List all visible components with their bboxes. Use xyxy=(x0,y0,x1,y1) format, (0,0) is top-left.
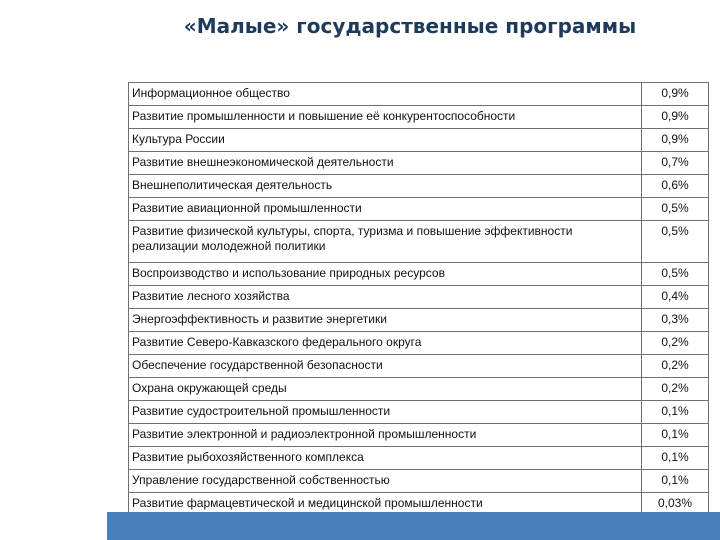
table-row xyxy=(129,198,709,221)
footer-bar xyxy=(107,512,720,540)
table-row xyxy=(129,106,709,129)
program-name: Развитие судостроительной промышленности xyxy=(129,401,642,424)
program-share: 0,1% xyxy=(642,401,709,424)
table-row xyxy=(129,378,709,401)
program-name: Развитие внешнеэкономической деятельности xyxy=(129,152,642,175)
table-row xyxy=(129,175,709,198)
program-name: Управление государственной собственностью xyxy=(129,470,642,493)
table-row xyxy=(129,424,709,447)
program-share: 0,1% xyxy=(642,470,709,493)
program-share: 0,5% xyxy=(642,263,709,286)
program-share: 0,9% xyxy=(642,106,709,129)
program-name: Развитие фармацевтической и медицинской промышленности xyxy=(129,493,642,516)
programs-table-container xyxy=(128,82,704,516)
table-row xyxy=(129,129,709,152)
program-share: 0,9% xyxy=(642,83,709,106)
program-share: 0,1% xyxy=(642,447,709,470)
programs-table xyxy=(128,82,709,516)
program-name: Внешнеполитическая деятельность xyxy=(129,175,642,198)
table-row xyxy=(129,447,709,470)
program-share: 0,2% xyxy=(642,378,709,401)
program-name: Воспроизводство и использование природных ресурсов xyxy=(129,263,642,286)
program-name: Развитие промышленности и повышение её конкурентоспособности xyxy=(129,106,642,129)
program-name: Развитие электронной и радиоэлектронной промышленности xyxy=(129,424,642,447)
table-row xyxy=(129,309,709,332)
program-name: Культура России xyxy=(129,129,642,152)
program-share: 0,6% xyxy=(642,175,709,198)
program-share: 0,1% xyxy=(642,424,709,447)
table-row xyxy=(129,355,709,378)
table-row xyxy=(129,263,709,286)
program-name: Обеспечение государственной безопасности xyxy=(129,355,642,378)
program-share: 0,5% xyxy=(642,198,709,221)
program-share: 0,2% xyxy=(642,332,709,355)
program-name: Информационное общество xyxy=(129,83,642,106)
program-share: 0,03% xyxy=(642,493,709,516)
program-share: 0,7% xyxy=(642,152,709,175)
program-share: 0,5% xyxy=(642,221,709,263)
program-name: Развитие лесного хозяйства xyxy=(129,286,642,309)
table-row xyxy=(129,286,709,309)
program-share: 0,9% xyxy=(642,129,709,152)
program-name: Развитие физической культуры, спорта, туризма и повышение эффективности реализации молодежной политики xyxy=(129,221,642,263)
page-title: «Малые» государственные программы xyxy=(183,14,637,38)
program-name: Развитие Северо-Кавказского федерального округа xyxy=(129,332,642,355)
program-name: Развитие рыбохозяйственного комплекса xyxy=(129,447,642,470)
program-name: Охрана окружающей среды xyxy=(129,378,642,401)
program-name: Развитие авиационной промышленности xyxy=(129,198,642,221)
table-row xyxy=(129,83,709,106)
table-row xyxy=(129,332,709,355)
table-row xyxy=(129,401,709,424)
program-share: 0,3% xyxy=(642,309,709,332)
program-share: 0,4% xyxy=(642,286,709,309)
table-row xyxy=(129,470,709,493)
program-name: Энергоэффективность и развитие энергетики xyxy=(129,309,642,332)
program-share: 0,2% xyxy=(642,355,709,378)
table-row xyxy=(129,221,709,263)
table-row xyxy=(129,152,709,175)
